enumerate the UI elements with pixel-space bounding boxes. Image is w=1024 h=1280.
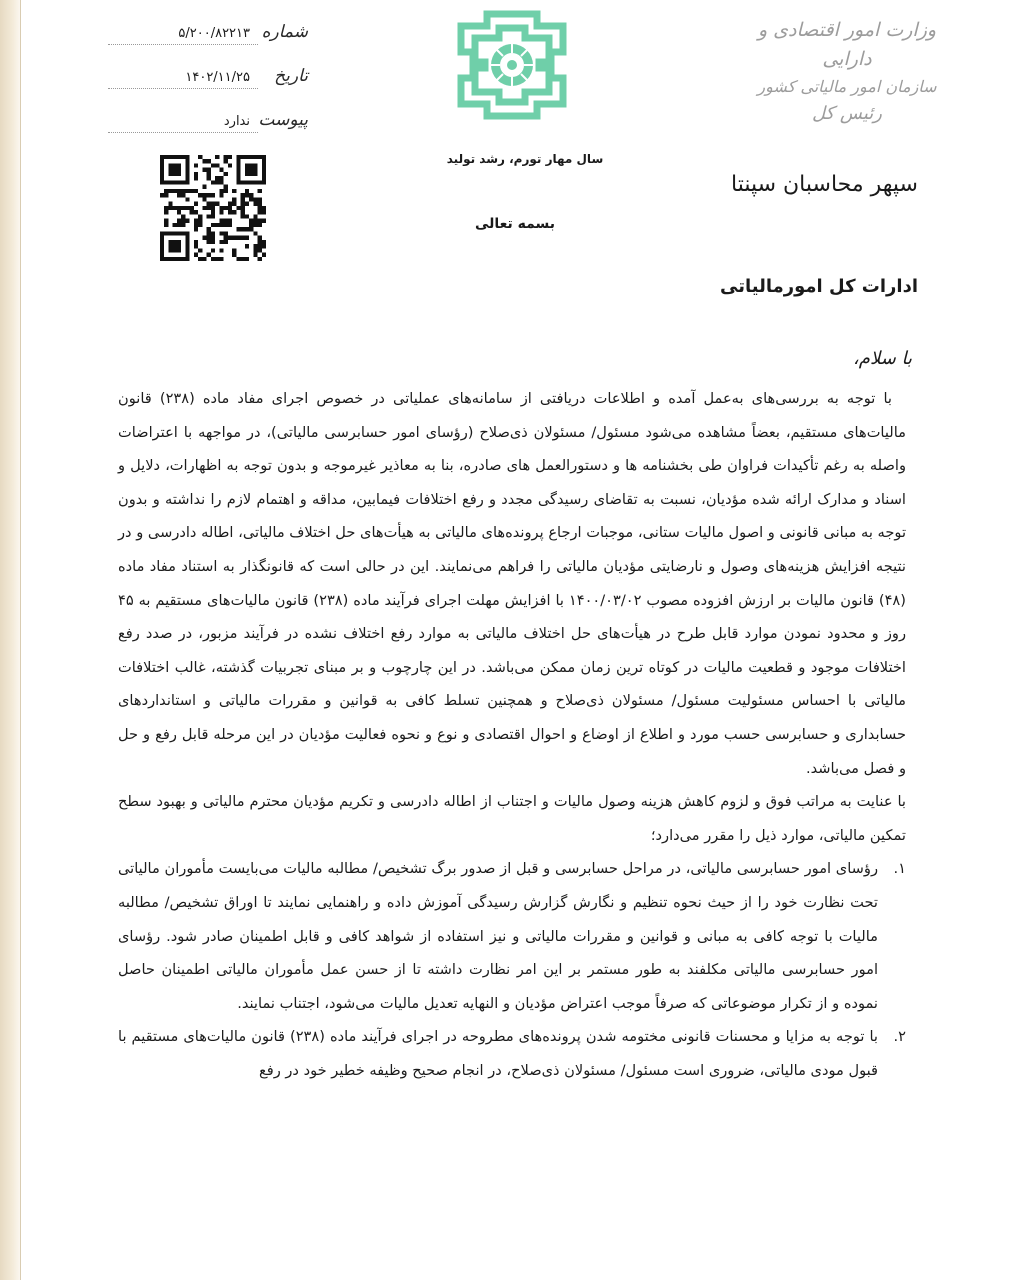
attachment-dotted-line	[108, 132, 258, 133]
bismillah-heading: بسمه تعالی	[474, 216, 556, 232]
number-label: شماره	[261, 22, 308, 42]
addressee-title: ادارات کل امورمالیاتی	[720, 276, 918, 297]
paragraph-1: با توجه به بررسی‌های به‌عمل آمده و اطلاعات دریافتی از سامانه‌های عملیاتی در خصوص اجرای مفاد ماده (۲۳۸) قانون مالیات‌های مستقیم، بعضاً مشاهده می‌شود مسئول/ مسئولان ذی‌صلاح (رؤسای امور حسابرسی مالیاتی)، در مواجهه با اعتراضات واصله به رغم تأکیدات فراوان طی بخشنامه ها و دستورالعمل های صادره، بنا به معاذیر غیرموجه و بدون توجه به اظهارات، دلایل و اسناد و مدارک ارائه شده مؤدیان، نسبت به تقاضای رسیدگی مجدد و رفع اختلافات فیمابین، مداقه و اهتمام لازم را نداشته و بدون توجه به مبانی قانونی و اصول مالیات ستانی، موجبات ارجاع پرونده‌های مالیاتی به هیأت‌های حل اختلاف مالیاتی، اطاله دادرسی و در نتیجه افزایش هزینه‌های وصول و نارضایتی مؤدیان مالیاتی را فراهم می‌نمایند. این در حالی است که قانونگذار به استناد مفاد ماده (۴۸) قانون مالیات بر ارزش افزوده مصوب ۱۴۰۰/۰۳/۰۲ با افزایش مهلت اجرای فرآیند ماده (۲۳۸) قانون مالیات‌های مستقیم به ۴۵ روز و محدود نمودن موارد قابل طرح در هیأت‌های حل اختلاف مالیاتی به موارد رفع اختلاف نشده در فرآیند مزبور، در صدد رفع اختلافات موجود و قطعیت مالیات در کوتاه ترین زمان ممکن می‌باشد. در این چارچوب و بر مبنای تجربیات گذشته، غالب اختلافات مالیاتی با احساس مسئولیت مسئول/ مسئولان ذی‌صلاح و همچنین تسلط کافی به قوانین و مقررات مالیاتی و استانداردهای حسابداری و حسابرسی حسب مورد و اطلاع از اوضاع و احوال اقتصادی و نوع و نحوه فعالیت مؤدیان در این مرحله قابل رفع و حل و فصل می‌باشد.	[118, 390, 906, 777]
letter-page	[20, 0, 1024, 1280]
tax-organization-logo	[453, 6, 571, 124]
letter-body	[118, 382, 906, 1087]
date-value: ۱۴۰۲/۱۱/۲۵	[185, 70, 250, 85]
signatory-title: رئیس کل	[811, 102, 882, 124]
attachment-value: ندارد	[223, 114, 250, 129]
date-row	[108, 62, 308, 106]
paragraph-2: با عنایت به مراتب فوق و لزوم کاهش هزینه وصول مالیات و اجتناب از اطاله دادرسی و تکریم مؤدیان محترم مالیاتی و بهبود سطح تمکین مالیاتی، موارد ذیل را مقرر می‌دارد؛	[118, 793, 906, 844]
ministry-name: وزارت امور اقتصادی و دارایی	[757, 19, 937, 71]
list-item-2-text: با توجه به مزایا و محسنات قانونی مختومه شدن پرونده‌های مطروحه در اجرای فرآیند ماده (۲۳۸) قانون مالیات‌های مستقیم با قبول مودی مالیاتی، ضروری است مسئول/ مسئولان ذی‌صلاح، در انجام صحیح وظیفه خطیر خود در رفع	[118, 1028, 878, 1079]
list-item-2-number: ۲.	[893, 1028, 906, 1046]
list-item-1-text: رؤسای امور حسابرسی مالیاتی، در مراحل حسابرسی و قبل از صدور برگ تشخیص/ مطالبه مالیات می‌بایست مأموران مالیاتی تحت نظارت خود را از حیث نحوه تنظیم و نگارش گزارش رسیدگی آموزش داده و راهنمایی نمایند تا اوراق تشخیص/ مطالبه مالیات با توجه کافی به مبانی و قوانین و مقررات مالیاتی و نیز استفاده از شواهد کافی و قابل اطمینان صادر شود. رؤسای امور حسابرسی مالیاتی مکلفند به طور مستمر بر این امر نظارت داشته تا از حسن عمل مأموران مالیاتی اطمینان حاصل نموده و از تکرار موضوعاتی که صرفاً موجب اعتراض مؤدیان و النهایه تعدیل مالیات می‌شود، اجتناب نمایند.	[118, 860, 878, 1012]
list-item-1	[118, 852, 906, 1020]
attachment-row	[108, 106, 308, 150]
organization-name: سازمان امور مالیاتی کشور	[757, 76, 937, 96]
recipient-name: سپهر محاسبان سپنتا	[730, 172, 918, 197]
year-slogan: سال مهار تورم، رشد تولید	[446, 152, 604, 166]
date-label: تاریخ	[274, 66, 308, 86]
greeting: با سلام،	[853, 348, 912, 369]
list-item-1-number: ۱.	[893, 860, 906, 878]
number-value: ۵/۲۰۰/۸۲۲۱۳	[178, 26, 250, 41]
list-item-2	[118, 1020, 906, 1087]
page-left-edge	[0, 0, 21, 1280]
date-dotted-line	[108, 88, 258, 89]
number-dotted-line	[108, 44, 258, 45]
qr-code	[160, 155, 266, 261]
number-row	[108, 18, 308, 62]
letter-meta	[108, 18, 308, 150]
ministry-header	[732, 16, 962, 128]
attachment-label: پیوست	[258, 110, 308, 130]
